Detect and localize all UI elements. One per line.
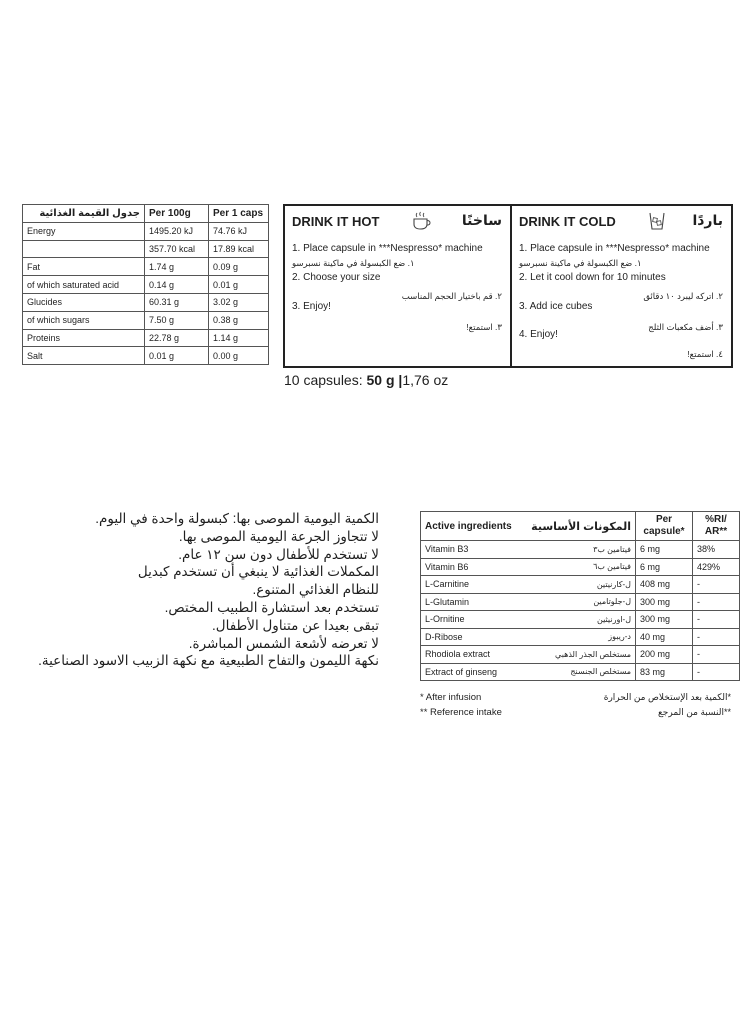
nutrition-header-per100: Per 100g	[145, 205, 209, 223]
nutrition-table	[22, 204, 269, 365]
cold-step-3-ar: ٣. أضف مكعبات الثلج	[648, 322, 723, 332]
net-weight-label: 10 capsules:	[284, 372, 363, 388]
nutrient-name: Energy	[23, 222, 145, 240]
nutrient-per1: 1.14 g	[209, 329, 269, 347]
nutrient-name: of which sugars	[23, 311, 145, 329]
nutrient-name: Salt	[23, 347, 145, 365]
nutrient-per100: 7.50 g	[145, 311, 209, 329]
nutrient-per100: 1495.20 kJ	[145, 222, 209, 240]
ingredient-name: L-Glutamin	[421, 593, 528, 611]
ingredients-header-per-capsule	[636, 512, 693, 541]
cold-step-1: 1. Place capsule in ***Nespresso* machine	[519, 243, 710, 254]
ingredient-name: Vitamin B3	[421, 541, 528, 559]
footnote-reference-intake-ar: **النسبة من المرجع	[658, 707, 731, 717]
warning-line: لا تتجاوز الجرعة اليومية الموصى بها.	[178, 528, 379, 544]
cold-step-4-ar: ٤. استمتع!	[687, 349, 723, 359]
warning-line: تستخدم بعد استشارة الطبيب المختص.	[164, 599, 379, 615]
ingredient-name: L-Carnitine	[421, 576, 528, 594]
cold-step-3: 3. Add ice cubes	[519, 301, 593, 312]
nutrient-per100: 357.70 kcal	[145, 240, 209, 258]
ri-line-1: %RI/	[705, 514, 727, 525]
nutrient-per1: 3.02 g	[209, 293, 269, 311]
ingredient-name-ar: د-ريبوز	[527, 628, 636, 646]
ingredient-name: Extract of ginseng	[421, 663, 528, 681]
nutrition-header-row	[23, 205, 269, 223]
table-row	[23, 258, 269, 276]
ingredient-ri: 38%	[693, 541, 740, 559]
ingredient-name-ar: فيتامين ب٦	[527, 558, 636, 576]
ri-line-2: AR**	[704, 526, 728, 537]
nutrient-per1: 74.76 kJ	[209, 222, 269, 240]
nutrition-header-title: جدول القيمة الغذائية	[23, 205, 145, 223]
nutrient-per1: 17.89 kcal	[209, 240, 269, 258]
net-weight-ounces: 1,76 oz	[402, 372, 449, 388]
nutrient-per100: 22.78 g	[145, 329, 209, 347]
warning-line: لا تستخدم للأطفال دون سن ١٢ عام.	[178, 546, 379, 562]
table-row	[421, 663, 740, 681]
drink-hot-panel	[285, 206, 512, 366]
hot-step-3-ar: ٣. استمتع!	[466, 322, 502, 332]
nutrient-per100: 0.01 g	[145, 347, 209, 365]
nutrient-per1: 0.38 g	[209, 311, 269, 329]
ingredient-ri: -	[693, 611, 740, 629]
ingredient-name: D-Ribose	[421, 628, 528, 646]
hot-step-2-ar: ٢. قم باختيار الحجم المناسب	[401, 291, 502, 301]
ingredients-header-en: Active ingredients	[421, 512, 528, 541]
table-row	[23, 276, 269, 294]
warning-line: الكمية اليومية الموصى بها: كبسولة واحدة في اليوم.	[95, 511, 379, 526]
table-row	[23, 347, 269, 365]
warning-line: المكملات الغذائية لا ينبغي أن تستخدم كبديل	[137, 564, 379, 580]
table-row	[421, 541, 740, 559]
table-row	[23, 311, 269, 329]
warnings-block	[38, 510, 379, 670]
ingredient-name-ar: مستخلص الجذر الذهبي	[527, 646, 636, 664]
ingredient-name: Vitamin B6	[421, 558, 528, 576]
nutrient-name: Glucides	[23, 293, 145, 311]
table-row	[421, 611, 740, 629]
table-row	[421, 558, 740, 576]
hot-cup-icon	[410, 210, 432, 232]
table-row	[421, 646, 740, 664]
warning-line: نكهة الليمون والتفاح الطبيعية مع نكهة الزبيب الاسود الصناعية.	[38, 653, 379, 669]
nutrient-per100: 60.31 g	[145, 293, 209, 311]
ingredient-ri: -	[693, 593, 740, 611]
nutrient-name: Proteins	[23, 329, 145, 347]
table-row	[23, 240, 269, 258]
nutrient-name	[23, 240, 145, 258]
ingredient-ri: 429%	[693, 558, 740, 576]
ingredient-amount: 200 mg	[636, 646, 693, 664]
warning-line: للنظام الغذائي المتنوع.	[252, 582, 379, 598]
hot-step-1-ar: ١. ضع الكبسولة في ماكينة نسبرسو	[292, 258, 415, 268]
table-row	[23, 293, 269, 311]
ingredient-name: Rhodiola extract	[421, 646, 528, 664]
ingredient-name-ar: ل-كارنيتين	[527, 576, 636, 594]
nutrient-per1: 0.09 g	[209, 258, 269, 276]
ingredient-ri: -	[693, 628, 740, 646]
ingredients-table	[420, 511, 740, 681]
nutrient-name: Fat	[23, 258, 145, 276]
ingredient-ri: -	[693, 646, 740, 664]
drink-cold-title: DRINK IT COLD	[519, 214, 616, 229]
ingredient-name-ar: ل-جلوتامين	[527, 593, 636, 611]
ingredient-amount: 408 mg	[636, 576, 693, 594]
ingredient-amount: 300 mg	[636, 593, 693, 611]
cold-step-2: 2. Let it cool down for 10 minutes	[519, 272, 666, 283]
per-capsule-line-1: Per	[655, 514, 673, 525]
ingredient-amount: 300 mg	[636, 611, 693, 629]
nutrient-per100: 1.74 g	[145, 258, 209, 276]
ingredient-name-ar: ل-اورنيثين	[527, 611, 636, 629]
ingredient-amount: 83 mg	[636, 663, 693, 681]
ingredient-name-ar: فيتامين ب٣	[527, 541, 636, 559]
preparation-box	[283, 204, 733, 368]
footnote-after-infusion-ar: *الكمية بعد الإستخلاص من الحرارة	[603, 692, 731, 702]
drink-cold-title-ar: باردًا	[692, 212, 723, 228]
ingredients-header-ri	[693, 512, 740, 541]
table-row	[23, 222, 269, 240]
ingredients-header-row	[421, 512, 740, 541]
table-row	[23, 329, 269, 347]
drink-hot-title: DRINK IT HOT	[292, 214, 380, 229]
cold-step-1-ar: ١. ضع الكبسولة في ماكينة نسبرسو	[519, 258, 642, 268]
table-row	[421, 628, 740, 646]
per-capsule-line-2: capsule*	[643, 526, 685, 537]
cold-step-2-ar: ٢. اتركه ليبرد ١٠ دقائق	[643, 291, 723, 301]
warning-line: لا تعرضه لأشعة الشمس المباشرة.	[188, 635, 379, 651]
warning-line: تبقى بعيدا عن متناول الأطفال.	[212, 617, 379, 633]
nutrient-per1: 0.01 g	[209, 276, 269, 294]
nutrient-name: of which saturated acid	[23, 276, 145, 294]
footnote-after-infusion: * After infusion	[420, 692, 482, 703]
nutrient-per1: 0.00 g	[209, 347, 269, 365]
hot-step-3: 3. Enjoy!	[292, 301, 331, 312]
nutrition-header-per1: Per 1 caps	[209, 205, 269, 223]
ingredient-amount: 40 mg	[636, 628, 693, 646]
ingredient-name: L-Ornitine	[421, 611, 528, 629]
table-row	[421, 576, 740, 594]
hot-step-2: 2. Choose your size	[292, 272, 381, 283]
table-row	[421, 593, 740, 611]
ingredient-ri: -	[693, 663, 740, 681]
ingredient-amount: 6 mg	[636, 541, 693, 559]
hot-step-1: 1. Place capsule in ***Nespresso* machine	[292, 243, 483, 254]
net-weight	[284, 372, 448, 388]
nutrient-per100: 0.14 g	[145, 276, 209, 294]
net-weight-separator: |	[398, 372, 403, 388]
net-weight-grams: 50 g	[366, 372, 395, 388]
ingredient-amount: 6 mg	[636, 558, 693, 576]
footnote-reference-intake: ** Reference intake	[420, 707, 502, 718]
ingredient-ri: -	[693, 576, 740, 594]
ingredients-header-ar: المكونات الأساسية	[527, 512, 636, 541]
cold-step-4: 4. Enjoy!	[519, 329, 558, 340]
drink-hot-title-ar: ساخنًا	[461, 212, 502, 228]
iced-glass-icon	[646, 210, 668, 232]
ingredient-name-ar: مستخلص الجنسنج	[527, 663, 636, 681]
drink-cold-panel	[512, 206, 731, 366]
